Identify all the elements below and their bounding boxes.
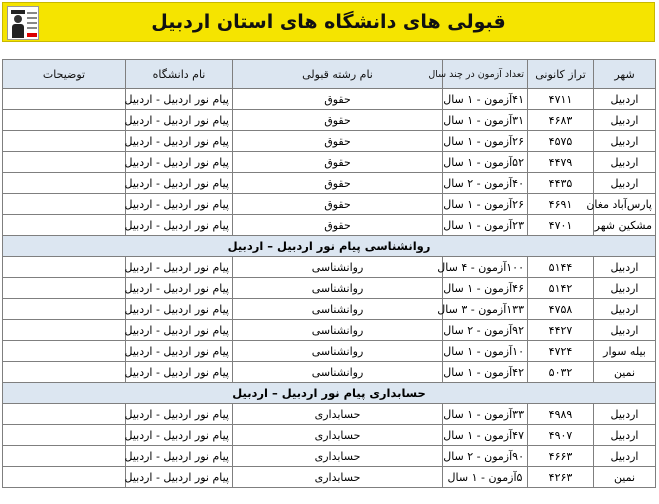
- col-major: نام رشته قبولی: [233, 60, 443, 89]
- cell-score: ۴۲۶۳: [528, 467, 594, 488]
- cell-university: پیام نور اردبیل - اردبیل: [126, 110, 233, 131]
- cell-city: بیله سوار: [594, 341, 656, 362]
- cell-major: روانشناسی: [233, 341, 443, 362]
- cell-exams: ۲۳آزمون - ۱ سال: [443, 215, 528, 236]
- cell-city: پارس‌آباد مغان: [594, 194, 656, 215]
- cell-notes: [3, 89, 126, 110]
- cell-city: اردبیل: [594, 278, 656, 299]
- cell-exams: ۳۱آزمون - ۱ سال: [443, 110, 528, 131]
- cell-exams: ۹۰آزمون - ۲ سال: [443, 446, 528, 467]
- cell-score: ۴۷۵۸: [528, 299, 594, 320]
- cell-exams: ۴۶آزمون - ۱ سال: [443, 278, 528, 299]
- cell-exams: ۵۲آزمون - ۱ سال: [443, 152, 528, 173]
- table-row: [3, 131, 656, 152]
- cell-major: حقوق: [233, 110, 443, 131]
- cell-university: پیام نور اردبیل - اردبیل: [126, 173, 233, 194]
- cell-score: ۴۴۲۷: [528, 320, 594, 341]
- col-notes: توضیحات: [3, 60, 126, 89]
- cell-city: اردبیل: [594, 89, 656, 110]
- cell-exams: ۲۶آزمون - ۱ سال: [443, 131, 528, 152]
- cell-notes: [3, 110, 126, 131]
- cell-university: پیام نور اردبیل - اردبیل: [126, 425, 233, 446]
- cell-university: پیام نور اردبیل - اردبیل: [126, 131, 233, 152]
- cell-exams: ۴۲آزمون - ۱ سال: [443, 362, 528, 383]
- cell-score: ۴۷۲۴: [528, 341, 594, 362]
- cell-major: روانشناسی: [233, 278, 443, 299]
- table-row: [3, 446, 656, 467]
- cell-major: حقوق: [233, 152, 443, 173]
- cell-university: پیام نور اردبیل - اردبیل: [126, 341, 233, 362]
- cell-notes: [3, 446, 126, 467]
- cell-major: حسابداری: [233, 425, 443, 446]
- table-row: [3, 404, 656, 425]
- cell-university: پیام نور اردبیل - اردبیل: [126, 215, 233, 236]
- header-row: [3, 60, 656, 89]
- cell-city: اردبیل: [594, 110, 656, 131]
- cell-major: روانشناسی: [233, 362, 443, 383]
- cell-score: ۵۱۴۴: [528, 257, 594, 278]
- section-header-row: [3, 236, 656, 257]
- col-city: شهر: [594, 60, 656, 89]
- cell-university: پیام نور اردبیل - اردبیل: [126, 446, 233, 467]
- cell-city: مشکین شهر: [594, 215, 656, 236]
- cell-city: اردبیل: [594, 257, 656, 278]
- cell-city: اردبیل: [594, 404, 656, 425]
- cell-score: ۵۱۴۲: [528, 278, 594, 299]
- cell-major: حقوق: [233, 89, 443, 110]
- cell-score: ۴۴۷۹: [528, 152, 594, 173]
- cell-university: پیام نور اردبیل - اردبیل: [126, 320, 233, 341]
- cell-university: پیام نور اردبیل - اردبیل: [126, 278, 233, 299]
- cell-university: پیام نور اردبیل - اردبیل: [126, 362, 233, 383]
- cell-score: ۴۷۰۱: [528, 215, 594, 236]
- results-table: [2, 59, 656, 488]
- cell-score: ۴۹۸۹: [528, 404, 594, 425]
- cell-university: پیام نور اردبیل - اردبیل: [126, 299, 233, 320]
- cell-exams: ۴۰آزمون - ۲ سال: [443, 173, 528, 194]
- section-title: حسابداری پیام نور اردبیل – اردبیل: [3, 383, 656, 404]
- cell-university: پیام نور اردبیل - اردبیل: [126, 194, 233, 215]
- cell-notes: [3, 320, 126, 341]
- table-row: [3, 278, 656, 299]
- cell-notes: [3, 194, 126, 215]
- cell-university: پیام نور اردبیل - اردبیل: [126, 152, 233, 173]
- cell-city: اردبیل: [594, 446, 656, 467]
- cell-notes: [3, 404, 126, 425]
- col-university: نام دانشگاه: [126, 60, 233, 89]
- cell-city: اردبیل: [594, 131, 656, 152]
- cell-exams: ۴۱آزمون - ۱ سال: [443, 89, 528, 110]
- table-row: [3, 320, 656, 341]
- table-row: [3, 299, 656, 320]
- cell-exams: ۵آزمون - ۱ سال: [443, 467, 528, 488]
- cell-score: ۴۹۰۷: [528, 425, 594, 446]
- cell-score: ۴۵۷۵: [528, 131, 594, 152]
- cell-notes: [3, 152, 126, 173]
- cell-city: اردبیل: [594, 299, 656, 320]
- section-title: روانشناسی پیام نور اردبیل – اردبیل: [3, 236, 656, 257]
- table-row: [3, 341, 656, 362]
- cell-major: حسابداری: [233, 467, 443, 488]
- table-row: [3, 173, 656, 194]
- table-row: [3, 467, 656, 488]
- cell-notes: [3, 257, 126, 278]
- cell-exams: ۳۳آزمون - ۱ سال: [443, 404, 528, 425]
- table-row: [3, 425, 656, 446]
- col-score: تراز کانونی: [528, 60, 594, 89]
- cell-notes: [3, 362, 126, 383]
- cell-exams: ۱۰آزمون - ۱ سال: [443, 341, 528, 362]
- cell-exams: ۲۶آزمون - ۱ سال: [443, 194, 528, 215]
- cell-notes: [3, 425, 126, 446]
- table-row: [3, 257, 656, 278]
- cell-score: ۴۴۳۵: [528, 173, 594, 194]
- cell-city: اردبیل: [594, 320, 656, 341]
- cell-major: حسابداری: [233, 446, 443, 467]
- cell-major: حسابداری: [233, 404, 443, 425]
- table-row: [3, 110, 656, 131]
- cell-major: حقوق: [233, 194, 443, 215]
- cell-score: ۴۶۸۳: [528, 110, 594, 131]
- cell-major: حقوق: [233, 215, 443, 236]
- page-title: قبولی های دانشگاه های استان اردبیل: [151, 11, 506, 33]
- cell-notes: [3, 278, 126, 299]
- cell-notes: [3, 131, 126, 152]
- cell-major: حقوق: [233, 131, 443, 152]
- table-row: [3, 89, 656, 110]
- cell-major: روانشناسی: [233, 257, 443, 278]
- cell-city: اردبیل: [594, 425, 656, 446]
- title-banner: [2, 2, 655, 42]
- table-row: [3, 194, 656, 215]
- table-body: [3, 89, 656, 488]
- cell-exams: ۱۰۰آزمون - ۴ سال: [443, 257, 528, 278]
- cell-city: نمین: [594, 362, 656, 383]
- table-row: [3, 152, 656, 173]
- cell-city: نمین: [594, 467, 656, 488]
- cell-university: پیام نور اردبیل - اردبیل: [126, 467, 233, 488]
- table-row: [3, 362, 656, 383]
- cell-score: ۴۶۹۱: [528, 194, 594, 215]
- cell-score: ۵۰۳۲: [528, 362, 594, 383]
- cell-notes: [3, 173, 126, 194]
- cell-notes: [3, 467, 126, 488]
- cell-major: حقوق: [233, 173, 443, 194]
- cell-university: پیام نور اردبیل - اردبیل: [126, 257, 233, 278]
- cell-notes: [3, 299, 126, 320]
- cell-score: ۴۷۱۱: [528, 89, 594, 110]
- cell-notes: [3, 341, 126, 362]
- table-row: [3, 215, 656, 236]
- cell-major: روانشناسی: [233, 320, 443, 341]
- cell-university: پیام نور اردبیل - اردبیل: [126, 89, 233, 110]
- cell-city: اردبیل: [594, 173, 656, 194]
- cell-university: پیام نور اردبیل - اردبیل: [126, 404, 233, 425]
- col-exams: تعداد آزمون در چند سال: [443, 60, 528, 89]
- cell-major: روانشناسی: [233, 299, 443, 320]
- cell-exams: ۴۷آزمون - ۱ سال: [443, 425, 528, 446]
- cell-score: ۴۶۶۳: [528, 446, 594, 467]
- cell-exams: ۹۲آزمون - ۲ سال: [443, 320, 528, 341]
- section-header-row: [3, 383, 656, 404]
- cell-notes: [3, 215, 126, 236]
- cell-exams: ۱۳۳آزمون - ۳ سال: [443, 299, 528, 320]
- cell-city: اردبیل: [594, 152, 656, 173]
